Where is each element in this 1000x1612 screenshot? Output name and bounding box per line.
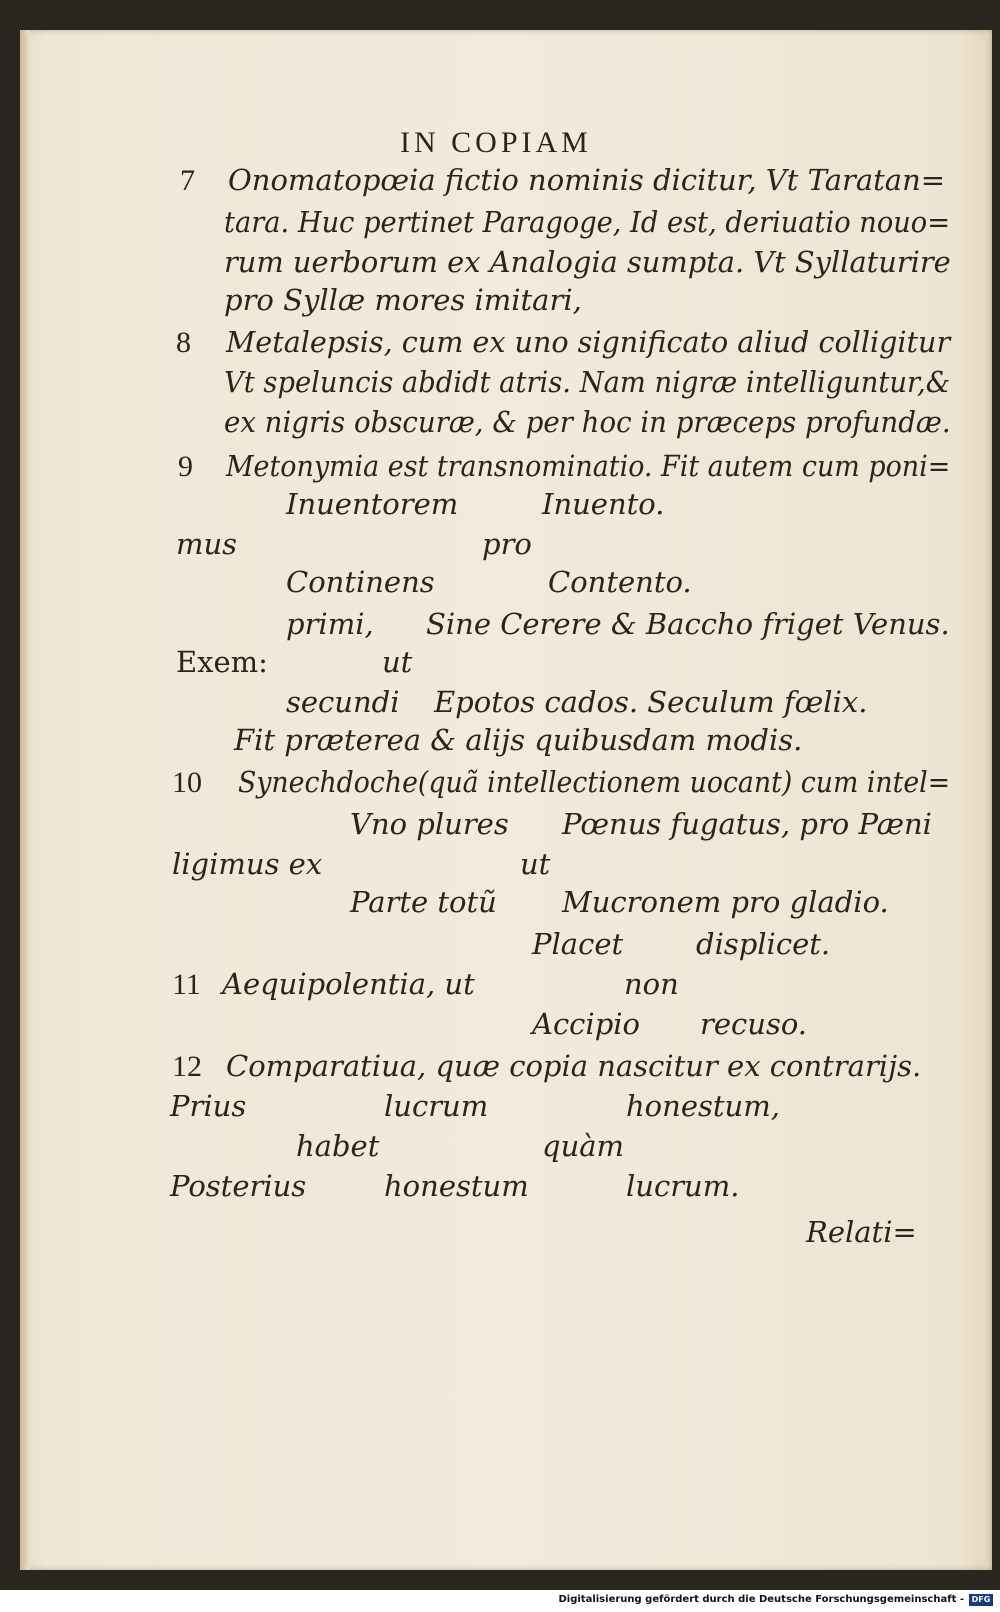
entry-9-secundi: secundi [286, 685, 400, 719]
entry-9-line-1: Metonymia est transnominatio. Fit autem cum poni= [226, 449, 951, 483]
entry-11-displicet: displicet. [696, 927, 831, 961]
entry-10-ut: ut [520, 847, 551, 881]
entry-number-9: 9 [178, 450, 193, 483]
entry-12-prius: Prius [170, 1089, 247, 1123]
running-header: IN COPIAM [400, 126, 592, 159]
entry-12-quam: quàm [542, 1129, 625, 1163]
entry-7-line-2: tara. Huc pertinet Paragoge, Id est, deriuatio nouo= [224, 205, 951, 239]
entry-12-lucrum-1: lucrum [384, 1089, 489, 1123]
entry-9-continens: Continens [286, 565, 435, 599]
entry-9-mus: mus [176, 527, 238, 561]
entry-12-line-1: Comparatiua, quæ copia nascitur ex contrarijs. [226, 1049, 922, 1083]
entry-number-8: 8 [176, 326, 191, 359]
entry-10-line-1: Synechdoche(quã intellectionem uocant) cum intel= [238, 765, 951, 799]
entry-10-vno-plures: Vno plures [350, 807, 509, 841]
entry-11-recuso: recuso. [700, 1007, 807, 1041]
catchword: Relati= [806, 1215, 917, 1249]
entry-11-placet: Placet [532, 927, 624, 961]
entry-9-inuentorem: Inuentorem [286, 487, 459, 521]
entry-12-lucrum-2: lucrum. [626, 1169, 740, 1203]
entry-9-exem: Exem: [176, 645, 268, 679]
entry-number-12: 12 [172, 1050, 202, 1083]
entry-11-accipio: Accipio [532, 1007, 640, 1041]
entry-8-line-1: Metalepsis, cum ex uno significato aliud colligitur [226, 325, 951, 359]
entry-7-line-1: Onomatopœia fictio nominis dicitur, Vt Taratan= [228, 163, 946, 197]
entry-11-aequipolentia: Aequipolentia, ut [222, 967, 475, 1001]
entry-8-line-2: Vt speluncis abdidt atris. Nam nigræ intelliguntur,& [224, 365, 951, 399]
entry-9-pro: pro [482, 527, 532, 561]
entry-12-habet: habet [296, 1129, 380, 1163]
entry-9-contento: Contento. [548, 565, 692, 599]
entry-10-poenus: Pœnus fugatus, pro Pæni [562, 807, 932, 841]
entry-12-posterius: Posterius [170, 1169, 307, 1203]
entry-10-ligimus: ligimus ex [172, 847, 323, 881]
entry-9-ut: ut [382, 645, 413, 679]
entry-7-line-4: pro Syllæ mores imitari, [224, 283, 582, 317]
entry-9-primi: primi, [286, 607, 374, 641]
entry-9-inuento: Inuento. [542, 487, 665, 521]
entry-9-example-1: Sine Cerere & Baccho friget Venus. [426, 607, 950, 641]
entry-number-10: 10 [172, 766, 202, 799]
page-gutter-edge [20, 30, 30, 1570]
entry-11-non: non [624, 967, 679, 1001]
entry-10-mucronem: Mucronem pro gladio. [562, 885, 889, 919]
dfg-logo: DFG [969, 1594, 993, 1606]
entry-12-honestum-2: honestum [384, 1169, 529, 1203]
entry-8-line-3: ex nigris obscuræ, & per hoc in præceps profundæ. [224, 405, 951, 439]
entry-12-honestum-1: honestum, [626, 1089, 780, 1123]
entry-number-11: 11 [172, 968, 201, 1001]
entry-number-7: 7 [180, 164, 195, 197]
entry-9-example-2: Epotos cados. Seculum fœlix. [434, 685, 868, 719]
entry-7-line-3: rum uerborum ex Analogia sumpta. Vt Syllaturire [224, 245, 951, 279]
entry-10-parte-totu: Parte totũ [350, 885, 497, 919]
entry-9-fit-line: Fit præterea & alijs quibusdam modis. [234, 723, 803, 757]
digitization-credit: Digitalisierung gefördert durch die Deutsche Forschungsgemeinschaft - [558, 1594, 964, 1605]
